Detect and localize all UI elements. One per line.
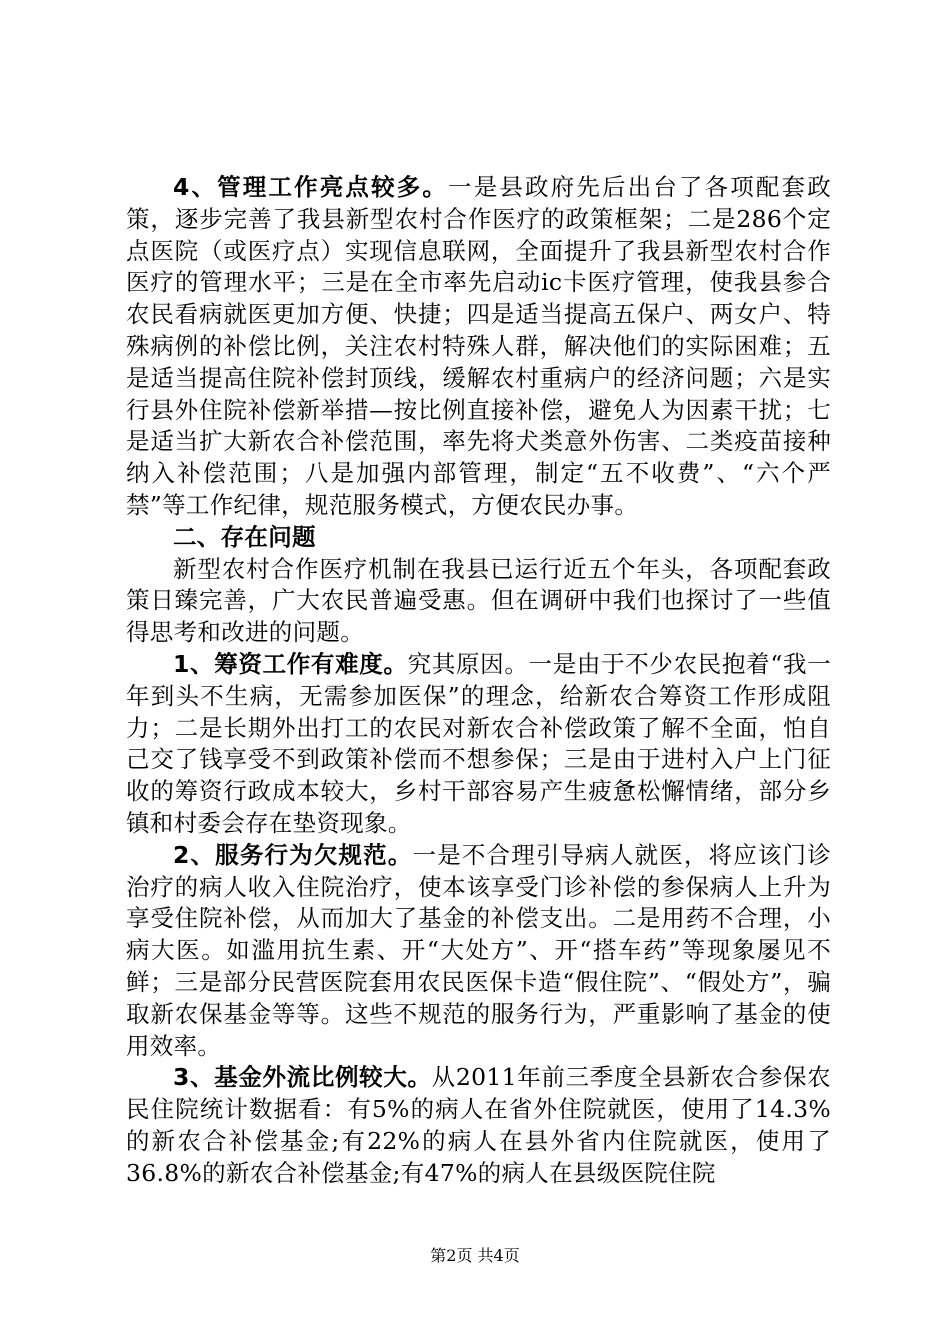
paragraph-heading: 4、管理工作亮点较多。 <box>173 173 449 201</box>
paragraph-heading: 3、基金外流比例较大。 <box>173 1063 432 1092</box>
paragraph-text: 一是不合理引导病人就医，将应该门诊治疗的病人收入住院治疗，使本该享受门诊补偿的参保病人上升为享受住院补偿，从而加大了基金的补偿支出。二是用药不合理，小病大医。如滥用抗生素、开“大处方”、开“搭车药”等现象屡见不鲜；三是部分民营医院套用农民医保卡造“假住院”、“假处方”，骗取新农保基金等等。这些不规范的服务行为，严重影响了基金的使用效率。 <box>126 840 831 1060</box>
page-number-footer: 第2页 共4页 <box>430 1246 520 1265</box>
paragraph-heading: 1、筹资工作有难度。 <box>173 649 408 678</box>
document-body <box>126 172 831 1190</box>
section-title: 二、存在问题 <box>173 522 316 551</box>
paragraph-management-highlights <box>126 172 831 522</box>
paragraph-text: 从2011年前三季度全县新农合参保农民住院统计数据看：有5%的病人在省外住院就医，使用了14.3%的新农合补偿基金;有22%的病人在县外省内住院就医，使用了36.8%的新农合补偿基金;有47%的病人在县级医院住院 <box>126 1063 831 1187</box>
paragraph-heading: 2、服务行为欠规范。 <box>173 840 413 869</box>
paragraph-fundraising <box>126 649 831 840</box>
paragraph-fund-outflow <box>126 1062 831 1189</box>
paragraph-service-behavior <box>126 840 831 1063</box>
paragraph-text: 究其原因。一是由于不少农民抱着“我一年到头不生病，无需参加医保”的理念，给新农合筹资工作形成阻力；二是长期外出打工的农民对新农合补偿政策了解不全面，怕自己交了钱享受不到政策补偿而不想参保；三是由于进村入户上门征收的筹资行政成本较大，乡村干部容易产生疲惫松懈情绪，部分乡镇和村委会存在垫资现象。 <box>126 649 831 837</box>
section-intro: 新型农村合作医疗机制在我县已运行近五个年头，各项配套政策日臻完善，广大农民普遍受惠。但在调研中我们也探讨了一些值得思考和改进的问题。 <box>126 554 831 647</box>
paragraph-text: 一是县政府先后出台了各项配套政策，逐步完善了我县新型农村合作医疗的政策框架；二是286个定点医院（或医疗点）实现信息联网，全面提升了我县新型农村合作医疗的管理水平；三是在全市率先启动ic卡医疗管理，使我县参合农民看病就医更加方便、快捷；四是适当提高五保户、两女户、特殊病例的补偿比例，关注农村特殊人群，解决他们的实际困难；五是适当提高住院补偿封顶线，缓解农村重病户的经济问题；六是实行县外住院补偿新举措—按比例直接补偿，避免人为因素干扰；七是适当扩大新农合补偿范围，率先将犬类意外伤害、二类疫苗接种纳入补偿范围；八是加强内部管理，制定“五不收费”、“六个严禁”等工作纪律，规范服务模式，方便农民办事。 <box>126 173 831 519</box>
